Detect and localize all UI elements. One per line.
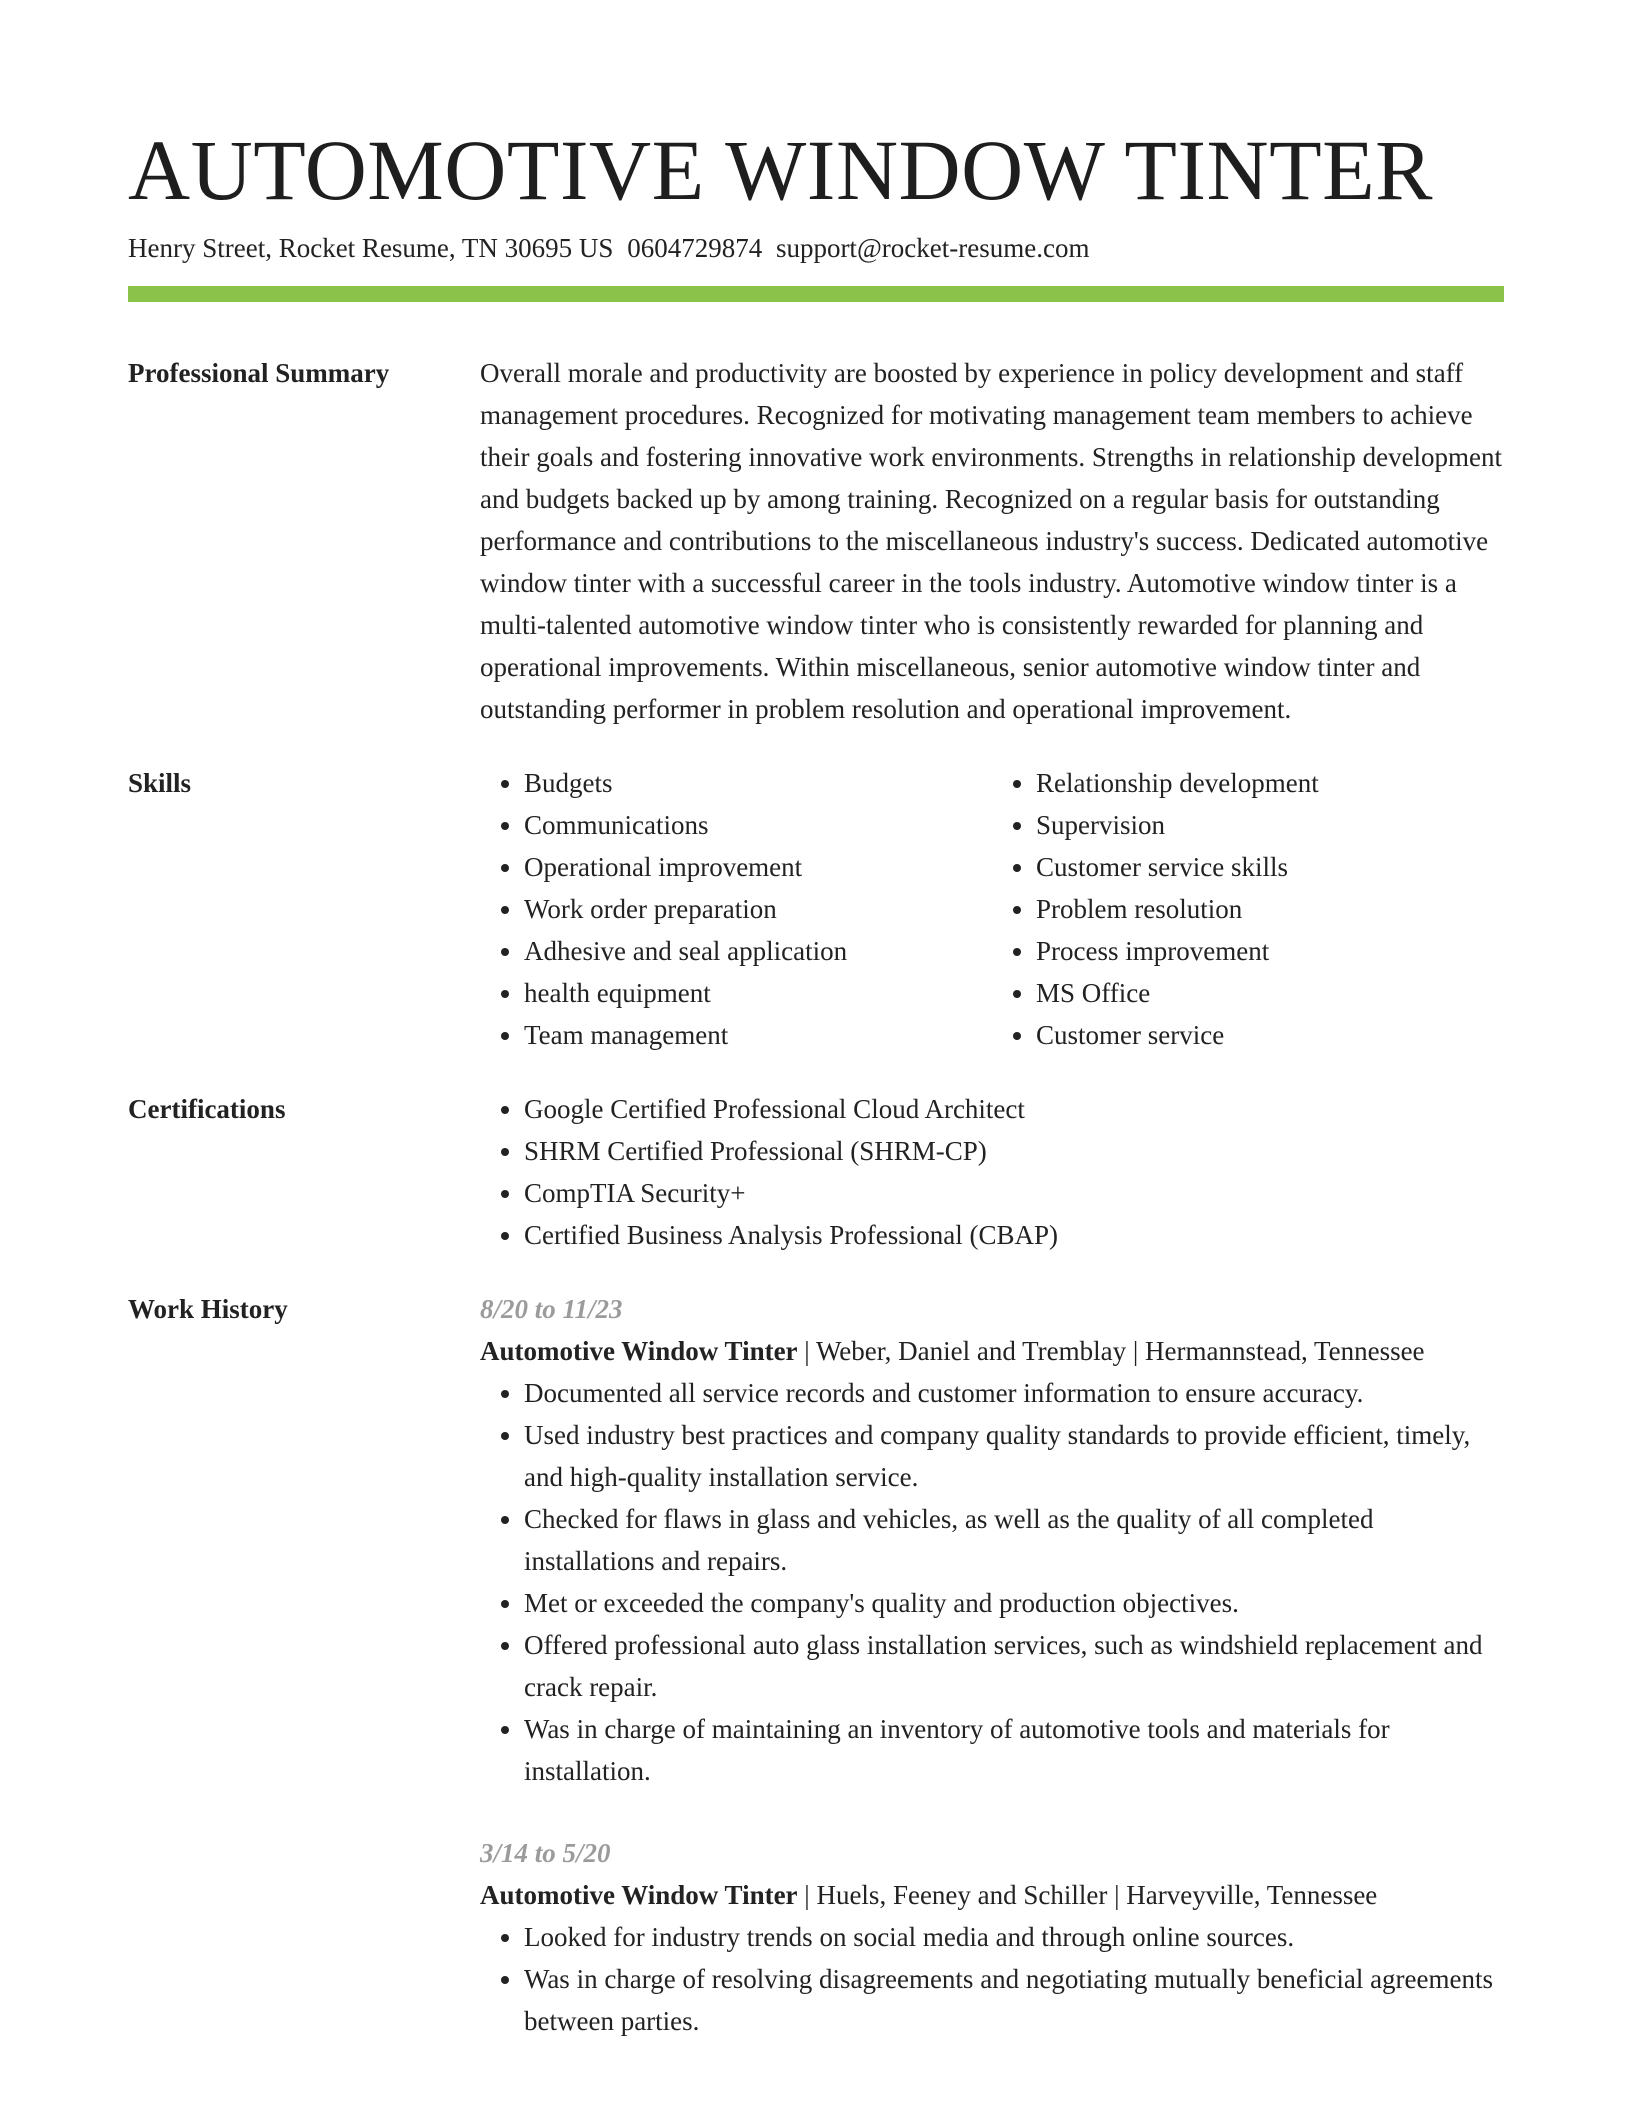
contact-email: support@rocket-resume.com bbox=[775, 233, 1090, 263]
skill-item: • Adhesive and seal application bbox=[524, 930, 992, 972]
certification-item: • SHRM Certified Professional (SHRM-CP) bbox=[524, 1130, 1504, 1172]
job-title-line bbox=[480, 1874, 1504, 1916]
skill-item: • Team management bbox=[524, 1014, 992, 1056]
certifications-list bbox=[480, 1088, 1504, 1256]
job-employer-location: | Weber, Daniel and Tremblay | Hermannstead, Tennessee bbox=[797, 1336, 1425, 1366]
skills-list-right bbox=[992, 762, 1504, 1056]
certification-item: • Certified Business Analysis Professional (CBAP) bbox=[524, 1214, 1504, 1256]
certification-item: • CompTIA Security+ bbox=[524, 1172, 1504, 1214]
certifications-content bbox=[480, 1088, 1504, 1256]
job-bullet: • Used industry best practices and company quality standards to provide efficient, timely, and high-quality installation service. bbox=[524, 1414, 1504, 1498]
summary-heading: Professional Summary bbox=[128, 358, 390, 388]
skill-item: • Customer service skills bbox=[1036, 846, 1504, 888]
contact-line bbox=[128, 230, 1504, 266]
skills-content bbox=[480, 762, 1504, 1056]
job-dates: 3/14 to 5/20 bbox=[480, 1838, 611, 1868]
job-bullet: • Met or exceeded the company's quality and production objectives. bbox=[524, 1582, 1504, 1624]
skills-list-left bbox=[480, 762, 992, 1056]
job-title-line bbox=[480, 1330, 1504, 1372]
summary-content bbox=[480, 352, 1504, 730]
skills-section bbox=[128, 762, 1504, 1056]
work-history-section bbox=[128, 1288, 1504, 2042]
work-history-content bbox=[480, 1288, 1504, 2042]
job-bullet: • Was in charge of maintaining an inventory of automotive tools and materials for installation. bbox=[524, 1708, 1504, 1792]
header-accent-rule bbox=[128, 286, 1504, 302]
job-bullets bbox=[480, 1916, 1504, 2042]
summary-text: Overall morale and productivity are boosted by experience in policy development and staff management procedures. Recognized for motivating management team members to achieve their goals and fostering innovative work environments. Strengths in relationship development and budgets backed up by among training. Recognized on a regular basis for outstanding performance and contributions to the miscellaneous industry's success. Dedicated automotive window tinter with a successful career in the tools industry. Automotive window tinter is a multi-talented automotive window tinter who is consistently rewarded for planning and operational improvements. Within miscellaneous, senior automotive window tinter and outstanding performer in problem resolution and operational improvement. bbox=[480, 358, 1503, 724]
work-history-heading: Work History bbox=[128, 1294, 288, 1324]
contact-address: Henry Street, Rocket Resume, TN 30695 US bbox=[128, 233, 614, 263]
skill-item: • MS Office bbox=[1036, 972, 1504, 1014]
skill-item: • Budgets bbox=[524, 762, 992, 804]
skill-item: • Communications bbox=[524, 804, 992, 846]
job-entry bbox=[480, 1288, 1504, 1792]
skills-heading: Skills bbox=[128, 768, 192, 798]
job-employer-location: | Huels, Feeney and Schiller | Harveyville, Tennessee bbox=[797, 1880, 1378, 1910]
certification-item: • Google Certified Professional Cloud Architect bbox=[524, 1088, 1504, 1130]
job-title: Automotive Window Tinter bbox=[480, 1880, 798, 1910]
job-bullet: • Checked for flaws in glass and vehicles, as well as the quality of all completed installations and repairs. bbox=[524, 1498, 1504, 1582]
resume-page bbox=[128, 122, 1504, 2042]
skill-item: • Problem resolution bbox=[1036, 888, 1504, 930]
skill-item: • Work order preparation bbox=[524, 888, 992, 930]
skill-item: • Supervision bbox=[1036, 804, 1504, 846]
skill-item: • Relationship development bbox=[1036, 762, 1504, 804]
job-bullet: • Looked for industry trends on social media and through online sources. bbox=[524, 1916, 1504, 1958]
job-bullet: • Documented all service records and customer information to ensure accuracy. bbox=[524, 1372, 1504, 1414]
skill-item: • health equipment bbox=[524, 972, 992, 1014]
job-bullet: • Was in charge of resolving disagreements and negotiating mutually beneficial agreements between parties. bbox=[524, 1958, 1504, 2042]
job-bullet: • Offered professional auto glass installation services, such as windshield replacement and crack repair. bbox=[524, 1624, 1504, 1708]
skill-item: • Operational improvement bbox=[524, 846, 992, 888]
contact-phone: 0604729874 bbox=[627, 233, 763, 263]
job-bullets bbox=[480, 1372, 1504, 1792]
certifications-section bbox=[128, 1088, 1504, 1256]
skill-item: • Customer service bbox=[1036, 1014, 1504, 1056]
job-title: Automotive Window Tinter bbox=[480, 1336, 798, 1366]
job-entry bbox=[480, 1832, 1504, 2042]
job-dates: 8/20 to 11/23 bbox=[480, 1294, 623, 1324]
certifications-heading: Certifications bbox=[128, 1094, 286, 1124]
resume-title: AUTOMOTIVE WINDOW TINTER bbox=[128, 122, 1434, 218]
summary-section bbox=[128, 352, 1504, 730]
skill-item: • Process improvement bbox=[1036, 930, 1504, 972]
